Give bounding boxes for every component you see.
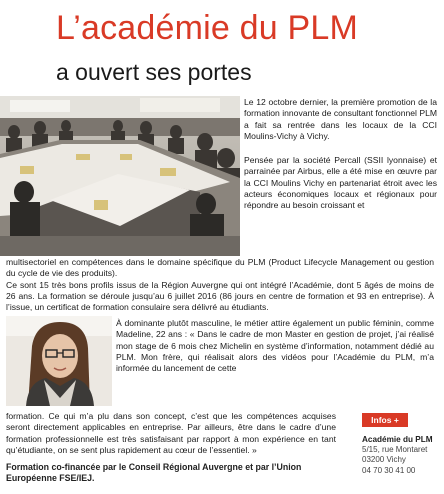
contact-address-city: 03200 Vichy [362, 455, 406, 465]
contact-address-street: 5/15, rue Montaret [362, 445, 428, 455]
contact-box [362, 435, 442, 476]
article-paragraph-profiles: Ce sont 15 très bons profils issus de la Région Auvergne qui ont intégré l’Académie, dont 5 âgés de moins de 26 ans. La formation se déroule jusqu’au 6 juillet 2016 (86 jours en centre de formation et 93 en entreprise). À l’issue, un certificat de formation consulaire sera délivré au étudiants. [6, 279, 434, 313]
infos-badge: Infos + [362, 413, 408, 427]
article-paragraph-intro: Le 12 octobre dernier, la première promotion de la formation innovante de consultant fonctionnel PLM a fait sa rentrée dans les locaux de la CCI Moulins-Vichy à Vichy. [244, 97, 438, 141]
contact-phone: 04 70 30 41 00 [362, 465, 416, 475]
article-paragraph-plm: multisectoriel en compétences dans le domaine spécifique du PLM (Product Lifecycle Management ou gestion du cycle de vie des produits). [6, 257, 434, 279]
page-subtitle: a ouvert ses portes [56, 59, 252, 85]
article-paragraph-testimony: À dominante plutôt masculine, le métier attire également un public féminin, comme Madeline, 22 ans : « Dans le cadre de mon Master en gestion de projet, j’ai réalisé mon stage de 6 mois chez Michelin en système d’information, notamment dédié au PLM. Mon frère, qui réalisait alors des vidéos pour l’Académie du PLM, m’a informée du lancement de cette [116, 318, 434, 374]
contact-organization: Académie du PLM [362, 435, 433, 444]
page-title: L’académie du PLM [56, 9, 359, 47]
student-portrait-photo [6, 316, 112, 406]
classroom-photo [0, 96, 240, 256]
article-paragraph-block [6, 257, 434, 313]
article-paragraph-testimony-continued: formation. Ce qui m’a plu dans son concept, c’est que les compétences acquises seront directement applicables en entreprise. Par ailleurs, être dans le cadre d’une formation professionnelle est très satisfaisant par rapport à mon expérience en tant qu’étudiante, on se sent plus rapidement au cœur de l’essentiel. » [6, 411, 336, 455]
article-paragraph-partners: Pensée par la société Percall (SSII lyonnaise) et parrainée par Airbus, elle a été mise en œuvre par la CCI Moulins Vichy en partenariat étroit avec les acteurs économiques locaux et régionaux pour répondre au besoin croissant et [244, 155, 437, 211]
funding-note: Formation co-financée par le Conseil Régional Auvergne et par l’Union Européenne FSE/IEJ. [6, 462, 302, 483]
